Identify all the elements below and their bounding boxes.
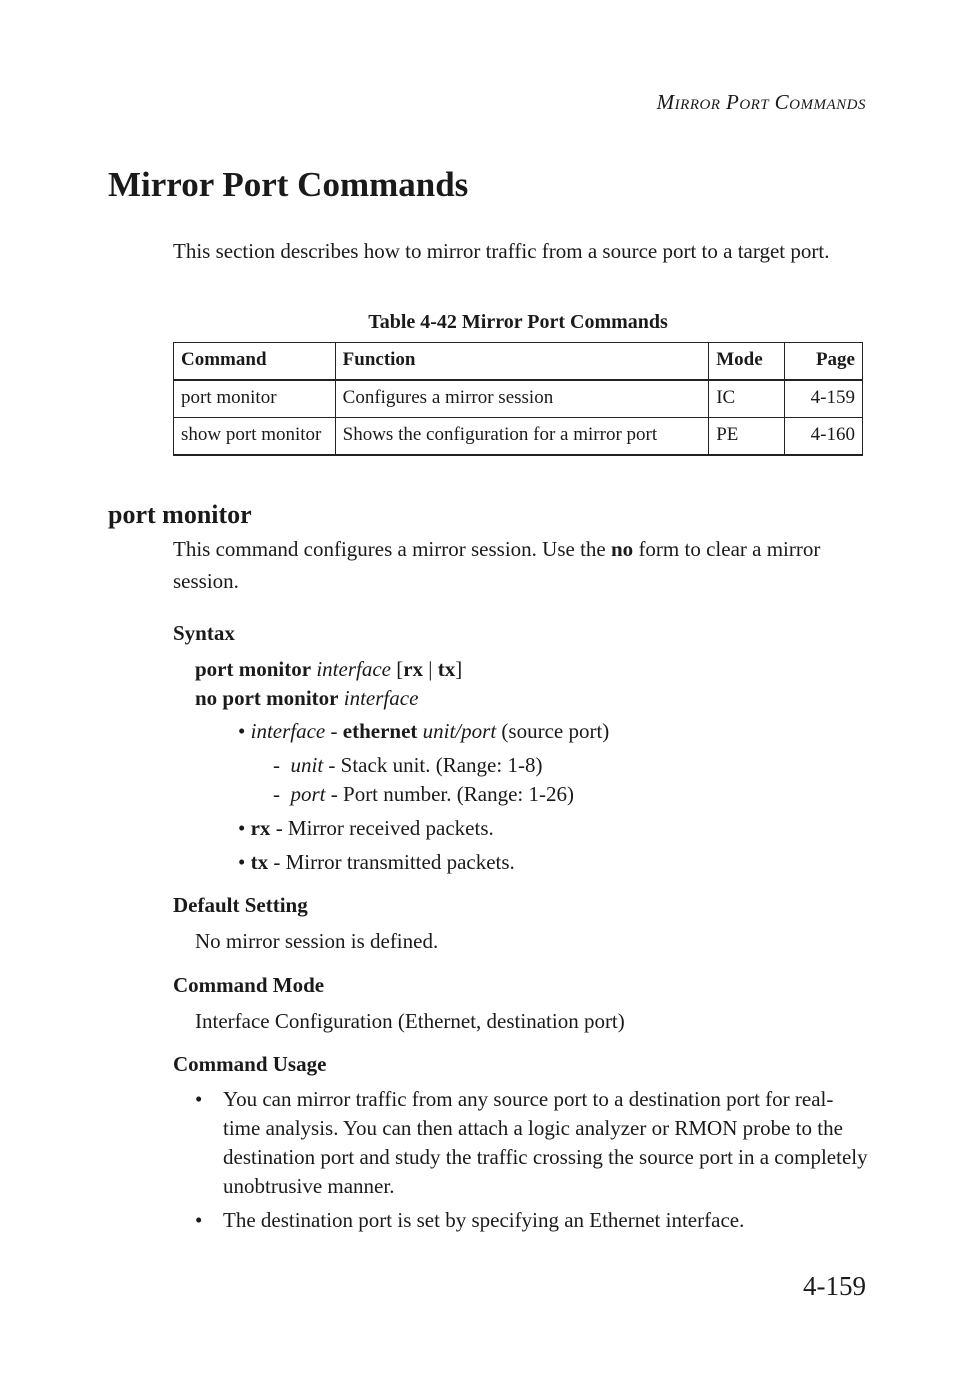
table-row [174, 418, 863, 456]
cell-command: show port monitor [174, 418, 336, 456]
intro-paragraph: This section describes how to mirror traffic from a source port to a target port. [173, 239, 830, 263]
param-tx: • tx - Mirror transmitted packets. [238, 850, 515, 874]
syntax-heading: Syntax [173, 621, 235, 645]
cell-function: Shows the configuration for a mirror port [335, 418, 709, 456]
table-caption: Table 4-42 Mirror Port Commands [368, 311, 668, 333]
command-usage-heading: Command Usage [173, 1052, 327, 1076]
running-head: MIRROR PORT COMMANDS [656, 90, 866, 114]
page-title: Mirror Port Commands [108, 165, 469, 204]
col-header-page: Page [785, 343, 863, 381]
page-number: 4-159 [803, 1271, 866, 1301]
col-header-command: Command [174, 343, 336, 381]
col-header-mode: Mode [709, 343, 785, 381]
command-mode-heading: Command Mode [173, 973, 325, 997]
cell-function: Configures a mirror session [335, 380, 709, 418]
default-setting-heading: Default Setting [173, 893, 308, 917]
param-interface: • interface - ethernet unit/port (source port) [238, 719, 610, 743]
cell-page: 4-159 [785, 380, 863, 418]
default-setting-text: No mirror session is defined. [195, 929, 439, 953]
section-description: This command configures a mirror session. Use the no form to clear a mirror session. [173, 537, 821, 593]
cell-mode: PE [709, 418, 785, 456]
param-rx: • rx - Mirror received packets. [238, 816, 494, 840]
syntax-line-1: port monitor interface [rx | tx] [195, 657, 463, 681]
syntax-line-2: no port monitor interface [195, 686, 419, 710]
cell-command: port monitor [174, 380, 336, 418]
table-header-row [174, 343, 863, 381]
cell-page: 4-160 [785, 418, 863, 456]
col-header-function: Function [335, 343, 709, 381]
command-usage-list [195, 1085, 870, 1240]
param-port: - port - Port number. (Range: 1-26) [273, 782, 574, 806]
cell-mode: IC [709, 380, 785, 418]
param-unit: - unit - Stack unit. (Range: 1-8) [273, 753, 543, 777]
list-item: • You can mirror traffic from any source port to a destination port for real-time analysis. You can then attach a logic analyzer or RMON probe to the destination port and study the traffic crossing the source port in a completely unobtrusive manner. [195, 1087, 868, 1198]
commands-table [173, 342, 863, 456]
table-row [174, 380, 863, 418]
command-mode-text: Interface Configuration (Ethernet, destination port) [195, 1009, 625, 1033]
section-heading: port monitor [108, 500, 252, 529]
list-item: • The destination port is set by specifying an Ethernet interface. [195, 1208, 745, 1232]
